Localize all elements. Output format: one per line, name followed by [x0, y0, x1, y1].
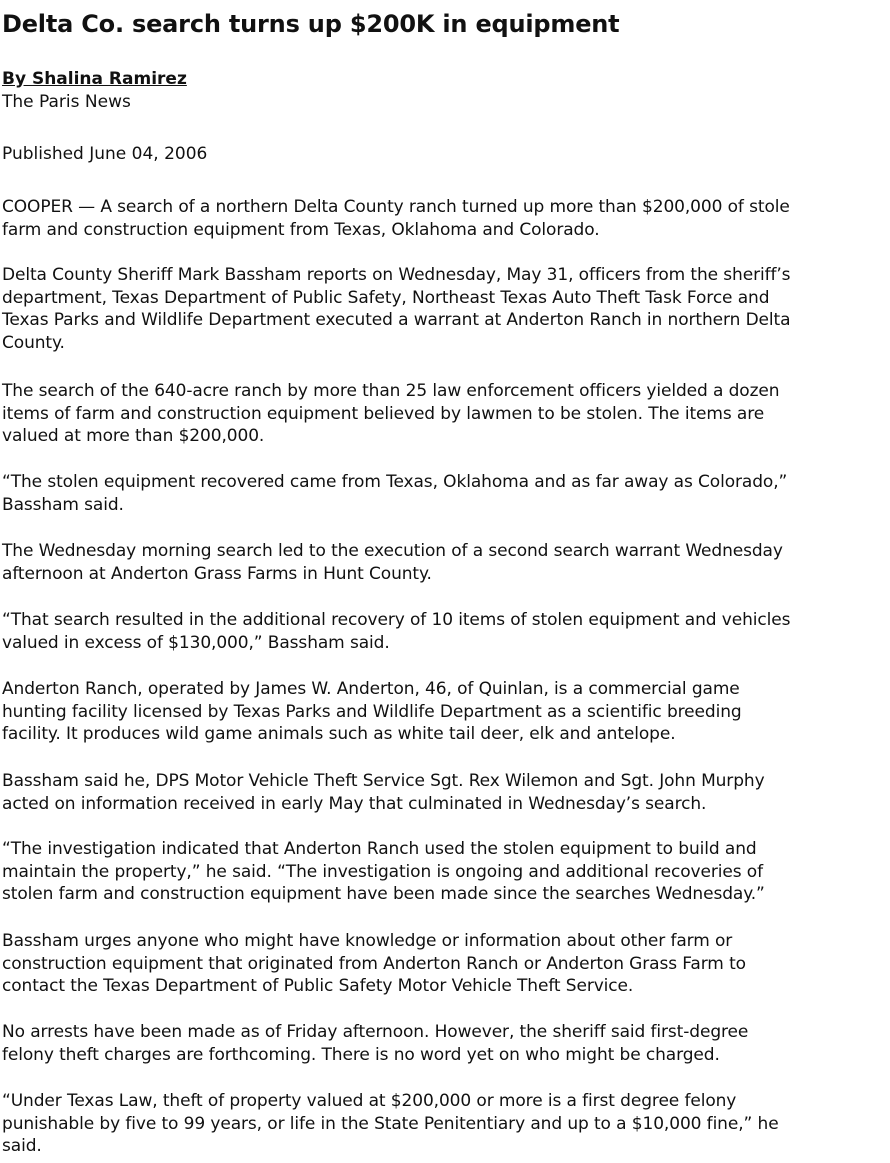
- publication-name: The Paris News: [2, 92, 131, 112]
- paragraph-line: contact the Texas Department of Public Safety Motor Vehicle Theft Service.: [2, 976, 634, 996]
- paragraph-2: [2, 264, 890, 354]
- paragraph-5: [2, 540, 890, 585]
- paragraph-line: valued in excess of $130,000,” Bassham said.: [2, 632, 390, 653]
- paragraph-line: department, Texas Department of Public Safety, Northeast Texas Auto Theft Task Force and: [2, 287, 770, 308]
- paragraph-line: said.: [2, 1136, 42, 1156]
- paragraph-line: construction equipment that originated from Anderton Ranch or Anderton Grass Farm to: [2, 953, 746, 974]
- paragraph-line: Bassham said he, DPS Motor Vehicle Theft Service Sgt. Rex Wilemon and Sgt. John Murphy: [2, 771, 765, 791]
- paragraph-line: facility. It produces wild game animals such as white tail deer, elk and antelope.: [2, 724, 676, 744]
- paragraph-line: acted on information received in early May that culminated in Wednesday’s search.: [2, 793, 707, 814]
- paragraph-line: “Under Texas Law, theft of property valued at $200,000 or more is a first degree felony: [2, 1091, 737, 1111]
- paragraph-line: stolen farm and construction equipment have been made since the searches Wednesday.”: [2, 884, 765, 904]
- paragraph-line: Bassham urges anyone who might have knowledge or information about other farm or: [2, 931, 733, 951]
- publish-date: Published June 04, 2006: [2, 144, 208, 164]
- byline: By Shalina Ramirez: [2, 69, 187, 89]
- paragraph-11: [2, 1021, 890, 1066]
- paragraph-line: “The stolen equipment recovered came from Texas, Oklahoma and as far away as Colorado,”: [2, 472, 788, 492]
- paragraph-1: [2, 196, 890, 241]
- paragraph-line: COOPER — A search of a northern Delta County ranch turned up more than $200,000 of stole: [2, 197, 790, 217]
- paragraph-6: [2, 609, 890, 654]
- paragraph-line: The search of the 640-acre ranch by more than 25 law enforcement officers yielded a dozen: [2, 381, 780, 401]
- paragraph-line: “The investigation indicated that Anderton Ranch used the stolen equipment to build and: [2, 839, 757, 859]
- paragraph-line: Anderton Ranch, operated by James W. Anderton, 46, of Quinlan, is a commercial game: [2, 679, 740, 699]
- paragraph-line: punishable by five to 99 years, or life in the State Penitentiary and up to a $10,000 fine,” he: [2, 1113, 779, 1134]
- paragraph-line: afternoon at Anderton Grass Farms in Hunt County.: [2, 563, 432, 584]
- paragraph-line: valued at more than $200,000.: [2, 426, 265, 446]
- paragraph-line: felony theft charges are forthcoming. There is no word yet on who might be charged.: [2, 1044, 720, 1065]
- paragraph-line: Bassham said.: [2, 494, 124, 515]
- paragraph-10: [2, 930, 890, 998]
- paragraph-line: “That search resulted in the additional recovery of 10 items of stolen equipment and vehicles: [2, 610, 791, 630]
- paragraph-line: No arrests have been made as of Friday afternoon. However, the sheriff said first-degree: [2, 1022, 749, 1042]
- paragraph-7: [2, 678, 890, 746]
- paragraph-4: [2, 471, 890, 516]
- paragraph-line: maintain the property,” he said. “The investigation is ongoing and additional recoveries of: [2, 861, 763, 882]
- paragraph-line: Texas Parks and Wildlife Department executed a warrant at Anderton Ranch in northern Delta: [2, 310, 791, 330]
- paragraph-12: [2, 1090, 890, 1158]
- paragraph-3: [2, 380, 890, 448]
- paragraph-8: [2, 770, 890, 815]
- paragraph-line: County.: [2, 332, 65, 353]
- paragraph-line: Delta County Sheriff Mark Bassham reports on Wednesday, May 31, officers from the sheriff’s: [2, 265, 791, 285]
- paragraph-line: The Wednesday morning search led to the execution of a second search warrant Wednesday: [2, 541, 783, 561]
- headline: Delta Co. search turns up $200K in equipment: [2, 10, 620, 38]
- paragraph-line: farm and construction equipment from Texas, Oklahoma and Colorado.: [2, 219, 600, 240]
- paragraph-9: [2, 838, 890, 906]
- paragraph-line: hunting facility licensed by Texas Parks and Wildlife Department as a scientific breeding: [2, 701, 742, 722]
- paragraph-line: items of farm and construction equipment believed by lawmen to be stolen. The items are: [2, 403, 765, 424]
